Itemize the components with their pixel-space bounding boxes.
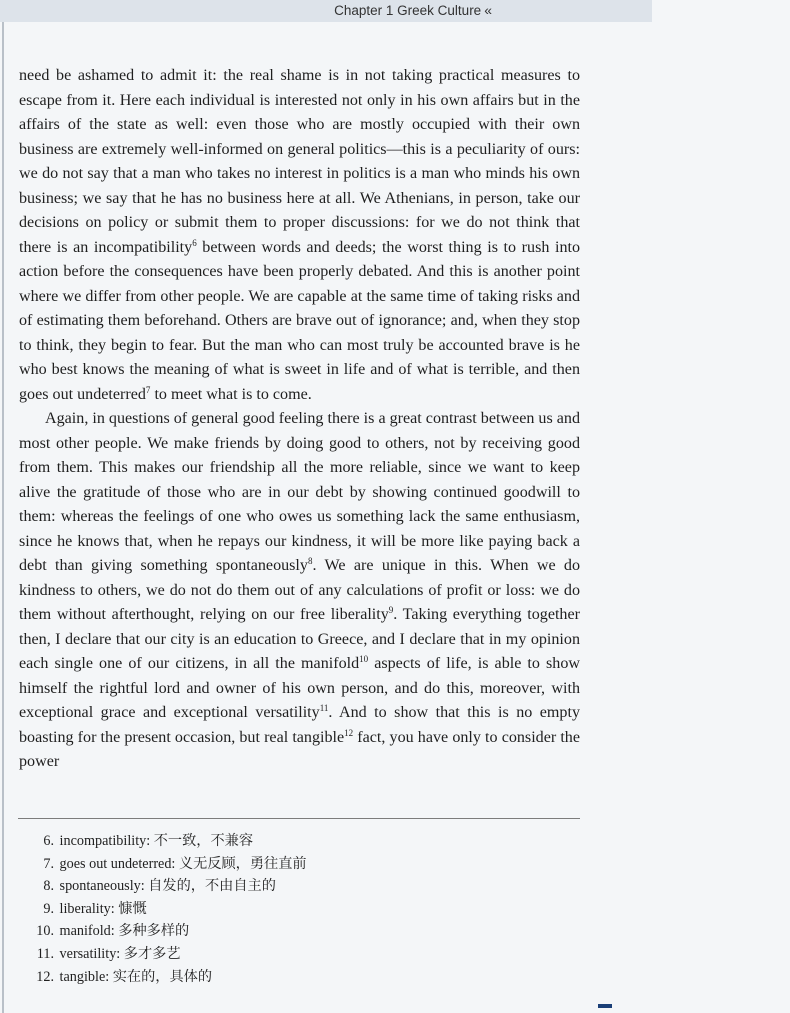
footnote-number: 11. — [36, 945, 54, 962]
footnote-list — [28, 830, 307, 988]
body-paragraph-2 — [19, 407, 580, 775]
footnote-number: 7. — [43, 855, 54, 872]
footnote-marker: 7 — [145, 384, 151, 395]
double-chevron-left-icon: « — [484, 2, 492, 18]
footnote-text: manifold: 多种多样的 — [59, 923, 190, 940]
footnote-item — [28, 943, 307, 966]
running-title-text: Chapter 1 Greek Culture — [334, 3, 482, 18]
running-header — [0, 0, 652, 22]
footnote-marker: 8 — [307, 556, 313, 566]
footnote-number: 12. — [36, 968, 54, 985]
footnote-number: 6. — [43, 833, 54, 849]
body-text — [19, 64, 580, 775]
footnote-marker: 9 — [388, 605, 394, 615]
text-run: need be ashamed to admit it: the real shame is in not taking practical measures to escape from it. Here each individual is interested not only in his own affairs but in the affairs of the state as well: even those who are mostly occupied with their own business are extremely well-informed on general politics—this is a peculiarity of ours: we do not say that a man who takes no interest in politics is a man who minds his own business; we say that he has no business here at all. We Athenians, in person, take our decisions on policy or submit them to proper discussions: for we do not think that there is an incompatibility — [19, 67, 580, 256]
footnote-text: tangible: 实在的，具体的 — [59, 968, 213, 985]
footnote-divider — [18, 818, 580, 819]
text-run: to meet what is to come. — [150, 385, 312, 403]
footnote-marker: 10 — [359, 654, 369, 664]
footnote-item — [28, 830, 307, 853]
footnote-number: 8. — [43, 878, 54, 895]
footnote-item — [28, 920, 307, 943]
running-title — [334, 2, 492, 18]
text-run: fact, you have only to consider the power — [19, 728, 580, 770]
footnote-text: incompatibility: 不一致，不兼容 — [59, 833, 254, 849]
footnote-item — [28, 898, 307, 921]
footnote-marker: 11 — [319, 703, 329, 713]
page-corner-mark — [598, 1004, 612, 1008]
text-run: . And to show that this is no empty boasting for the present occasion, but real tangible — [19, 704, 580, 746]
text-run: aspects of life, is able to show himself the rightful lord and owner of his own person, and do this, moreover, with exceptional grace and exceptional versatility — [19, 655, 580, 721]
footnote-text: goes out undeterred: 义无反顾，勇往直前 — [59, 855, 307, 872]
footnote-item — [28, 875, 307, 898]
body-paragraph-1 — [19, 64, 580, 407]
footnote-text: versatility: 多才多艺 — [59, 945, 181, 962]
footnote-item — [28, 966, 307, 989]
text-run: . We are unique in this. When we do kindness to others, we do not do them out of any calculations of profit or loss: we do them without afterthought, relying on our free liberality — [19, 557, 580, 623]
text-run: between words and deeds; the worst thing is to rush into action before the consequences have been properly debated. And this is another point where we differ from other people. We are capable at the same time of taking risks and of estimating them beforehand. Others are brave out of ignorance; and, when they stop to think, they begin to fear. But the man who can most truly be accounted brave is he who best knows the meaning of what is sweet in life and of what is terrible, and then goes out undeterred — [19, 238, 581, 403]
text-run: Again, in questions of general good feeling there is a great contrast between us and most other people. We make friends by doing good to others, not by receiving good from them. This makes our friendship all the more reliable, since we want to keep alive the gratitude of those who are in our debt by showing continued goodwill to them: whereas the feelings of one who owes us something lack the same enthusiasm, since he knows that, when he repays our kindness, it will be more like paying back a debt than giving something spontaneously — [19, 410, 580, 574]
footnote-marker: 12 — [344, 727, 354, 738]
footnote-marker: 6 — [192, 237, 197, 248]
footnote-number: 9. — [43, 900, 54, 917]
footnote-text: liberality: 慷慨 — [59, 900, 147, 917]
text-run: . Taking everything together then, I declare that our city is an education to Greece, and I declare that in my opinion each single one of our citizens, in all the manifold — [19, 606, 580, 672]
footnote-text: spontaneously: 自发的，不由自主的 — [59, 878, 276, 895]
footnote-number: 10. — [36, 923, 54, 940]
page-edge-rule — [2, 0, 4, 1013]
footnote-item — [28, 853, 307, 876]
